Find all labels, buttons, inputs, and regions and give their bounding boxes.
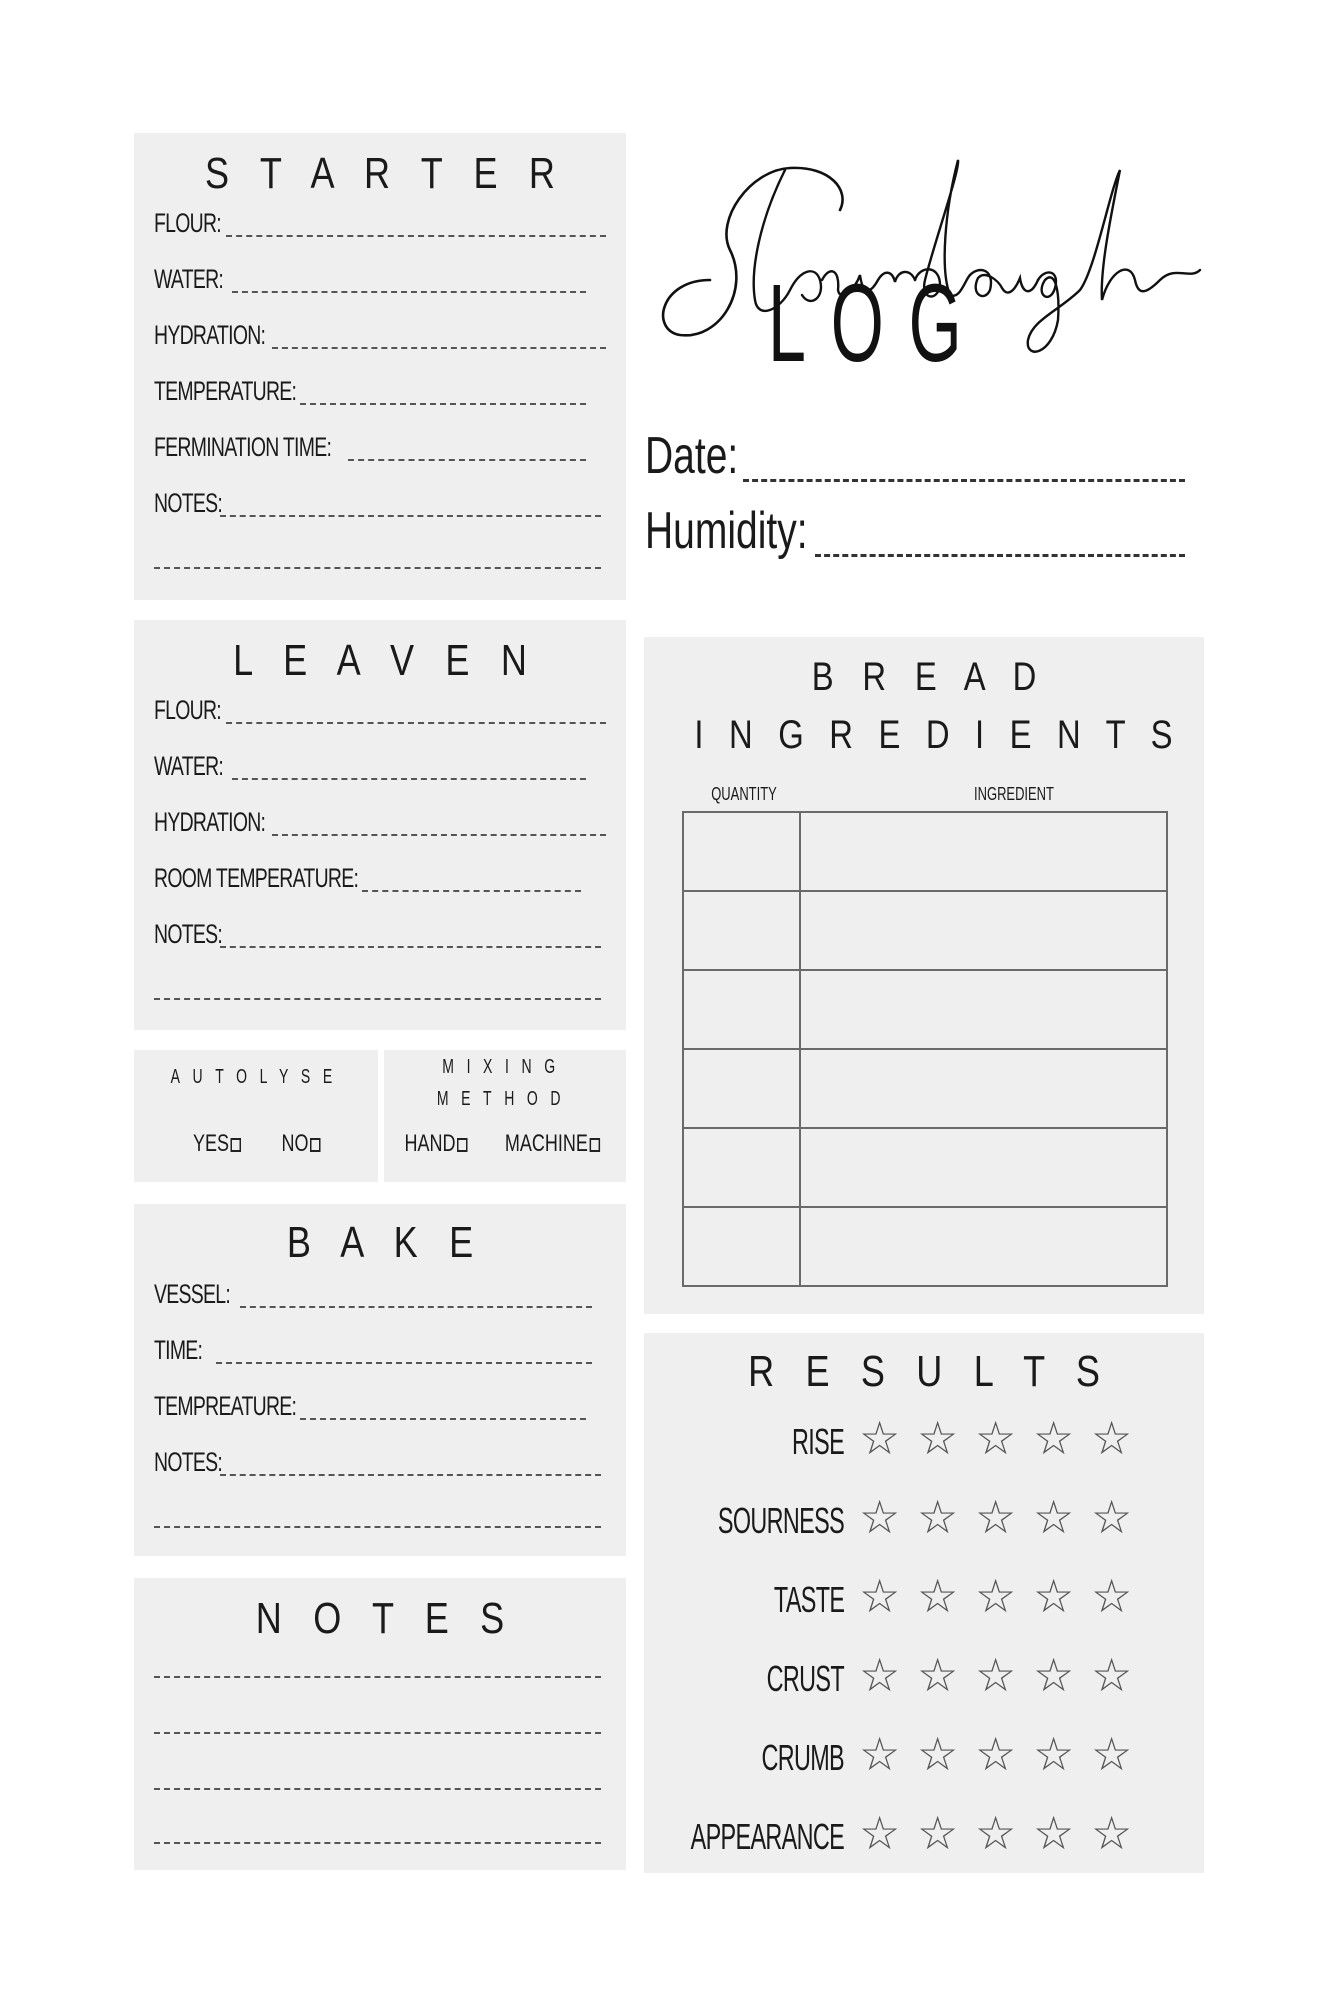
bake-vessel-field[interactable] [154,1274,606,1314]
star-icon[interactable]: ☆ [975,1570,1017,1622]
quantity-cell[interactable] [683,1049,800,1128]
notes-panel [134,1578,626,1870]
leaven-hydration-field[interactable] [154,802,606,842]
star-rating [859,1412,1149,1464]
star-icon[interactable]: ☆ [1091,1412,1133,1464]
leaven-hydration-line[interactable] [272,834,606,836]
bake-title: B A K E [286,1218,474,1267]
star-icon[interactable]: ☆ [1033,1412,1075,1464]
bake-notes-line-2[interactable] [154,1526,601,1528]
starter-panel [134,133,626,600]
ingredient-row [683,891,1167,970]
bake-time-field[interactable] [154,1330,606,1370]
star-icon[interactable]: ☆ [1091,1807,1133,1859]
mixing-method-panel [384,1050,626,1182]
notes-line-4[interactable] [154,1842,601,1844]
quantity-cell[interactable] [683,1128,800,1207]
mixing-machine-checkbox[interactable] [589,1138,600,1152]
notes-title: N O T E S [255,1594,505,1643]
bake-vessel-line[interactable] [240,1306,592,1308]
ingredient-row [683,1049,1167,1128]
result-label: SOURNESS [717,1500,844,1541]
ingredients-table [682,811,1168,1287]
autolyse-no-label: NO [281,1130,309,1157]
bake-temperature-line[interactable] [300,1418,586,1420]
leaven-room-temperature-field[interactable] [154,858,606,898]
result-row [644,1413,1204,1473]
autolyse-yes-label: YES [192,1130,229,1157]
result-label: CRUST [766,1658,844,1699]
star-icon[interactable]: ☆ [1091,1649,1133,1701]
star-icon[interactable]: ☆ [917,1649,959,1701]
starter-notes-line-2[interactable] [154,567,601,569]
ingredients-title-line-1: B R E A D [811,655,1037,699]
leaven-notes-label: NOTES: [154,919,223,949]
star-icon[interactable]: ☆ [859,1728,901,1780]
mixing-hand-label: HAND [404,1130,456,1157]
starter-water-line[interactable] [232,291,586,293]
starter-fermination-field[interactable] [154,427,606,467]
ingredient-cell[interactable] [800,1128,1167,1207]
bake-vessel-label: VESSEL: [154,1279,231,1309]
results-title: R E S U L T S [748,1347,1100,1396]
ingredients-panel [644,637,1204,1314]
date-line[interactable] [743,479,1185,482]
star-icon[interactable]: ☆ [975,1807,1017,1859]
starter-notes-field[interactable] [154,483,606,523]
mixing-machine-label: MACHINE [504,1130,588,1157]
starter-notes-label: NOTES: [154,488,223,518]
star-icon[interactable]: ☆ [1033,1728,1075,1780]
leaven-hydration-label: HYDRATION: [154,807,266,837]
ingredient-row [683,812,1167,891]
bake-panel [134,1204,626,1556]
date-label: Date: [645,427,739,485]
starter-hydration-label: HYDRATION: [154,320,266,350]
result-row [644,1571,1204,1631]
autolyse-yes-checkbox[interactable] [230,1138,241,1152]
star-icon[interactable]: ☆ [1091,1570,1133,1622]
result-label: CRUMB [761,1737,844,1778]
result-row [644,1492,1204,1552]
humidity-label: Humidity: [645,502,808,560]
star-rating [859,1728,1149,1780]
result-row [644,1650,1204,1710]
bake-notes-line[interactable] [220,1474,601,1476]
starter-flour-label: FLOUR: [154,208,221,238]
star-icon[interactable]: ☆ [917,1570,959,1622]
ingredient-cell[interactable] [800,1049,1167,1128]
bake-temperature-field[interactable] [154,1386,606,1426]
leaven-notes-line-2[interactable] [154,998,601,1000]
star-icon[interactable]: ☆ [917,1491,959,1543]
ingredient-cell[interactable] [800,812,1167,891]
leaven-room-temperature-label: ROOM TEMPERATURE: [154,863,359,893]
ingredient-cell[interactable] [800,891,1167,970]
leaven-panel [134,620,626,1030]
mixing-title-line-2: METHOD [436,1088,574,1110]
ingredient-row [683,1207,1167,1286]
starter-hydration-field[interactable] [154,315,606,355]
leaven-flour-line[interactable] [226,722,606,724]
result-label: APPEARANCE [690,1816,844,1857]
star-icon[interactable]: ☆ [917,1807,959,1859]
leaven-notes-field[interactable] [154,914,606,954]
quantity-column-header: QUANTITY [711,784,777,804]
mixing-machine-option[interactable] [505,1130,600,1158]
star-icon[interactable]: ☆ [1091,1491,1133,1543]
leaven-title: L E A V E N [233,636,527,685]
star-icon[interactable]: ☆ [859,1570,901,1622]
star-icon[interactable]: ☆ [1033,1649,1075,1701]
star-rating [859,1649,1149,1701]
bake-time-line[interactable] [216,1362,592,1364]
star-icon[interactable]: ☆ [859,1649,901,1701]
star-icon[interactable]: ☆ [859,1807,901,1859]
notes-line-3[interactable] [154,1788,601,1790]
leaven-room-temperature-line[interactable] [362,890,581,892]
starter-water-label: WATER: [154,264,224,294]
mixing-hand-option[interactable] [405,1130,468,1158]
star-rating [859,1491,1149,1543]
star-icon[interactable]: ☆ [975,1728,1017,1780]
ingredient-cell[interactable] [800,970,1167,1049]
starter-title: S T A R T E R [205,149,555,198]
quantity-cell[interactable] [683,891,800,970]
ingredient-cell[interactable] [800,1207,1167,1286]
star-icon[interactable]: ☆ [859,1491,901,1543]
leaven-flour-field[interactable] [154,690,606,730]
leaven-notes-line[interactable] [220,946,601,948]
starter-temperature-field[interactable] [154,371,606,411]
leaven-water-field[interactable] [154,746,606,786]
humidity-line[interactable] [815,554,1185,557]
autolyse-no-checkbox[interactable] [310,1138,321,1152]
starter-temperature-label: TEMPERATURE: [154,376,297,406]
starter-fermination-label: FERMINATION TIME: [154,432,332,462]
star-icon[interactable]: ☆ [917,1728,959,1780]
autolyse-panel [134,1050,378,1182]
star-icon[interactable]: ☆ [975,1649,1017,1701]
starter-temperature-line[interactable] [300,403,586,405]
starter-fermination-line[interactable] [348,459,586,461]
result-label: RISE [791,1421,844,1462]
star-icon[interactable]: ☆ [917,1412,959,1464]
starter-hydration-line[interactable] [272,347,606,349]
mixing-hand-checkbox[interactable] [457,1138,468,1152]
starter-water-field[interactable] [154,259,606,299]
humidity-field[interactable] [645,502,1185,565]
starter-flour-field[interactable] [154,203,606,243]
bake-time-label: TIME: [154,1335,203,1365]
star-icon[interactable]: ☆ [1033,1570,1075,1622]
leaven-water-line[interactable] [232,778,586,780]
notes-line-1[interactable] [154,1676,601,1678]
star-rating [859,1570,1149,1622]
result-row [644,1808,1204,1868]
bake-notes-label: NOTES: [154,1447,223,1477]
autolyse-options [134,1130,378,1158]
mixing-title-line-1: MIXING [442,1056,568,1078]
star-icon[interactable]: ☆ [1033,1491,1075,1543]
star-icon[interactable]: ☆ [1033,1807,1075,1859]
results-panel [644,1333,1204,1873]
quantity-cell[interactable] [683,812,800,891]
bake-temperature-label: TEMPREATURE: [154,1391,297,1421]
log-title: LOG [768,262,987,385]
ingredient-row [683,970,1167,1049]
ingredients-title-line-2: I N G R E D I E N T S [694,713,1173,757]
mixing-options [384,1130,626,1158]
starter-notes-line[interactable] [220,515,601,517]
leaven-flour-label: FLOUR: [154,695,221,725]
result-row [644,1729,1204,1789]
star-icon[interactable]: ☆ [859,1412,901,1464]
quantity-cell[interactable] [683,970,800,1049]
bake-notes-field[interactable] [154,1442,606,1482]
star-icon[interactable]: ☆ [975,1412,1017,1464]
autolyse-no-option[interactable] [282,1130,321,1158]
leaven-water-label: WATER: [154,751,224,781]
ingredient-row [683,1128,1167,1207]
notes-line-2[interactable] [154,1732,601,1734]
star-icon[interactable]: ☆ [975,1491,1017,1543]
starter-flour-line[interactable] [226,235,606,237]
ingredient-column-header: INGREDIENT [974,784,1054,804]
autolyse-title: AUTOLYSE [170,1066,345,1088]
star-icon[interactable]: ☆ [1091,1728,1133,1780]
star-rating [859,1807,1149,1859]
date-field[interactable] [645,427,1185,490]
autolyse-yes-option[interactable] [193,1130,241,1158]
result-label: TASTE [773,1579,844,1620]
quantity-cell[interactable] [683,1207,800,1286]
title-block [640,130,1210,420]
